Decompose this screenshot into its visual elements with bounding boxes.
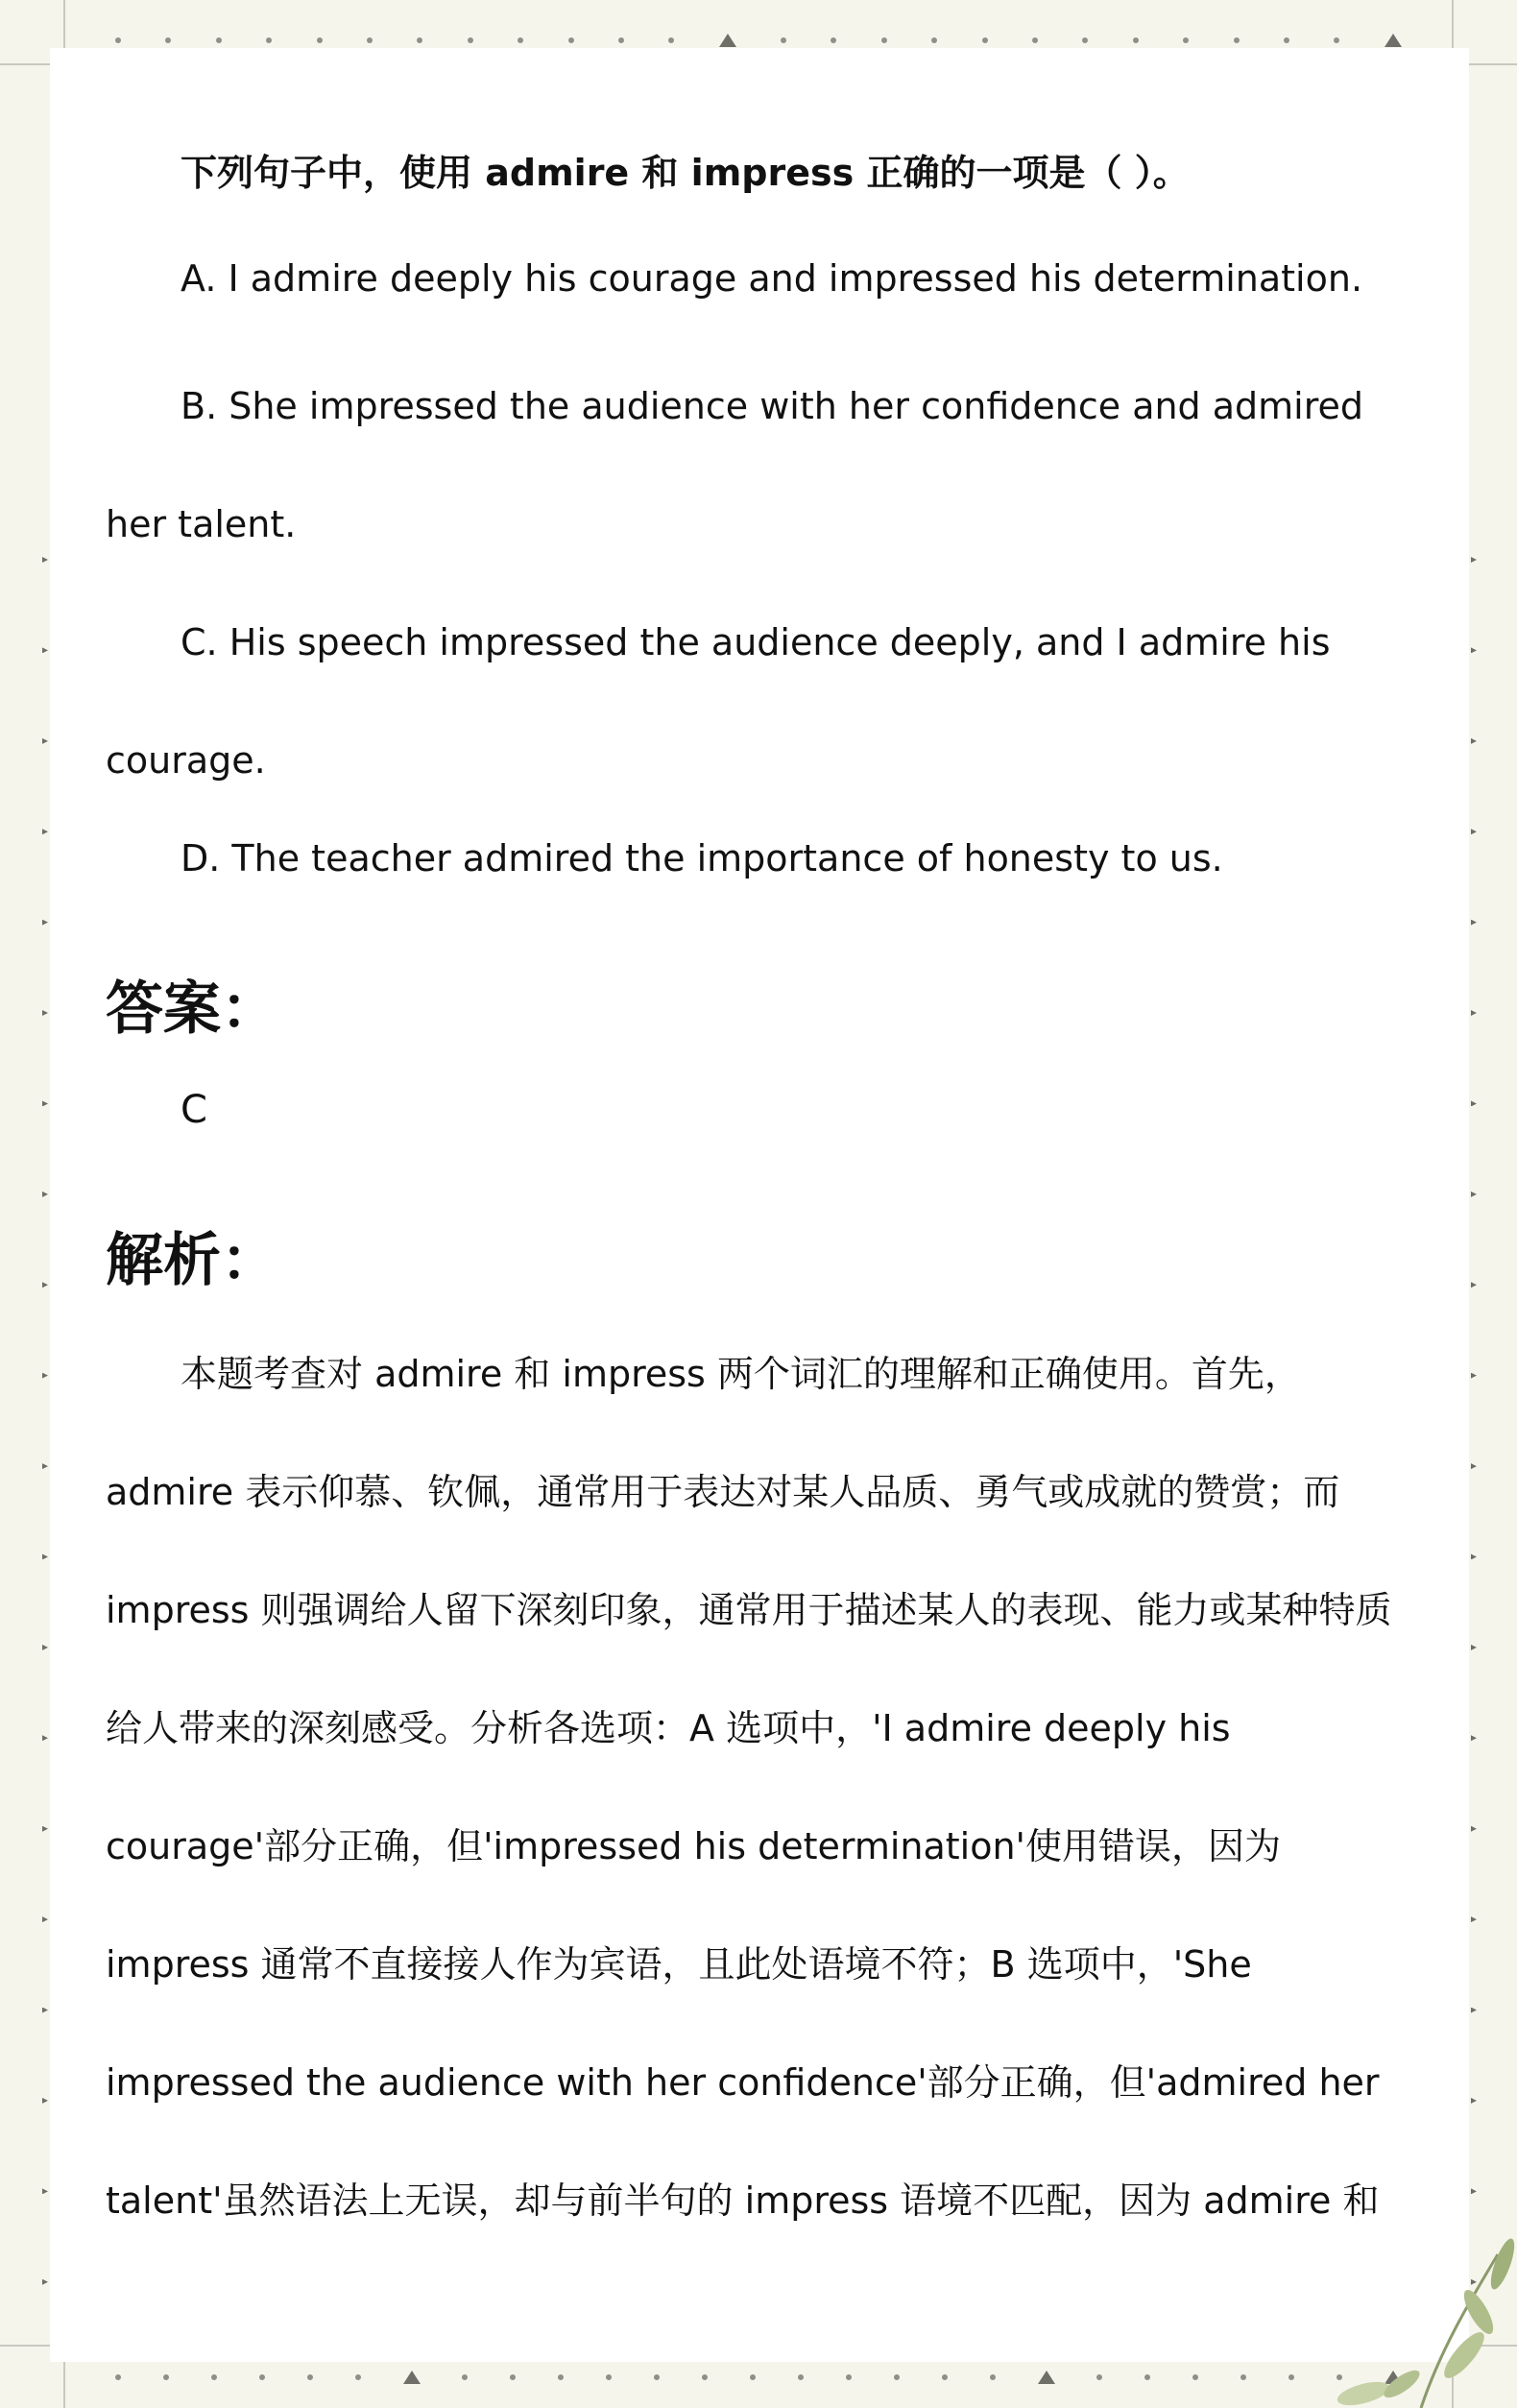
analysis-heading: 解析：	[106, 1227, 278, 1294]
answer-heading: 答案：	[106, 975, 278, 1043]
option-d: D. The teacher admired the importance of honesty to us.	[181, 837, 1223, 879]
triangle-icon	[403, 2371, 421, 2384]
question-stem: 下列句子中，使用 admire 和 impress 正确的一项是（ ）。	[181, 152, 1190, 194]
option-c: C. His speech impressed the audience deeply, and I admire his courage.	[106, 621, 1331, 782]
option-b: B. She impressed the audience with her confidence and admired her talent.	[106, 385, 1364, 545]
right-tick-border	[1471, 557, 1481, 2285]
bottom-dot-border	[115, 2372, 1402, 2383]
document-content	[106, 134, 1402, 2260]
answer-value: C	[181, 1088, 207, 1132]
triangle-icon	[1385, 34, 1402, 47]
triangle-icon	[719, 34, 736, 47]
leaf-decoration-icon	[1306, 2197, 1517, 2408]
option-a: A. I admire deeply his courage and impressed his determination.	[181, 257, 1363, 300]
top-dot-border	[115, 35, 1402, 46]
analysis-text: 本题考查对 admire 和 impress 两个词汇的理解和正确使用。首先，admire 表示仰慕、钦佩，通常用于表达对某人品质、勇气或成就的赞赏；而 impress 则强调给人留下深刻印象，通常用于描述某人的表现、能力或某种特质给人带来的深刻感受。分析各选项：A 选项中，'I admire deeply his courage'部分正确，但'impressed his determination'使用错误，因为 impress 通常不直接接人作为宾语，且此处语境不符；B 选项中，'She impressed the audience with her confidence'部分正确，但'admired her talent'虽然语法上无误，却与前半句的 impress 语境不匹配，因为 admire 和	[106, 1353, 1392, 2222]
triangle-icon	[1038, 2371, 1055, 2384]
